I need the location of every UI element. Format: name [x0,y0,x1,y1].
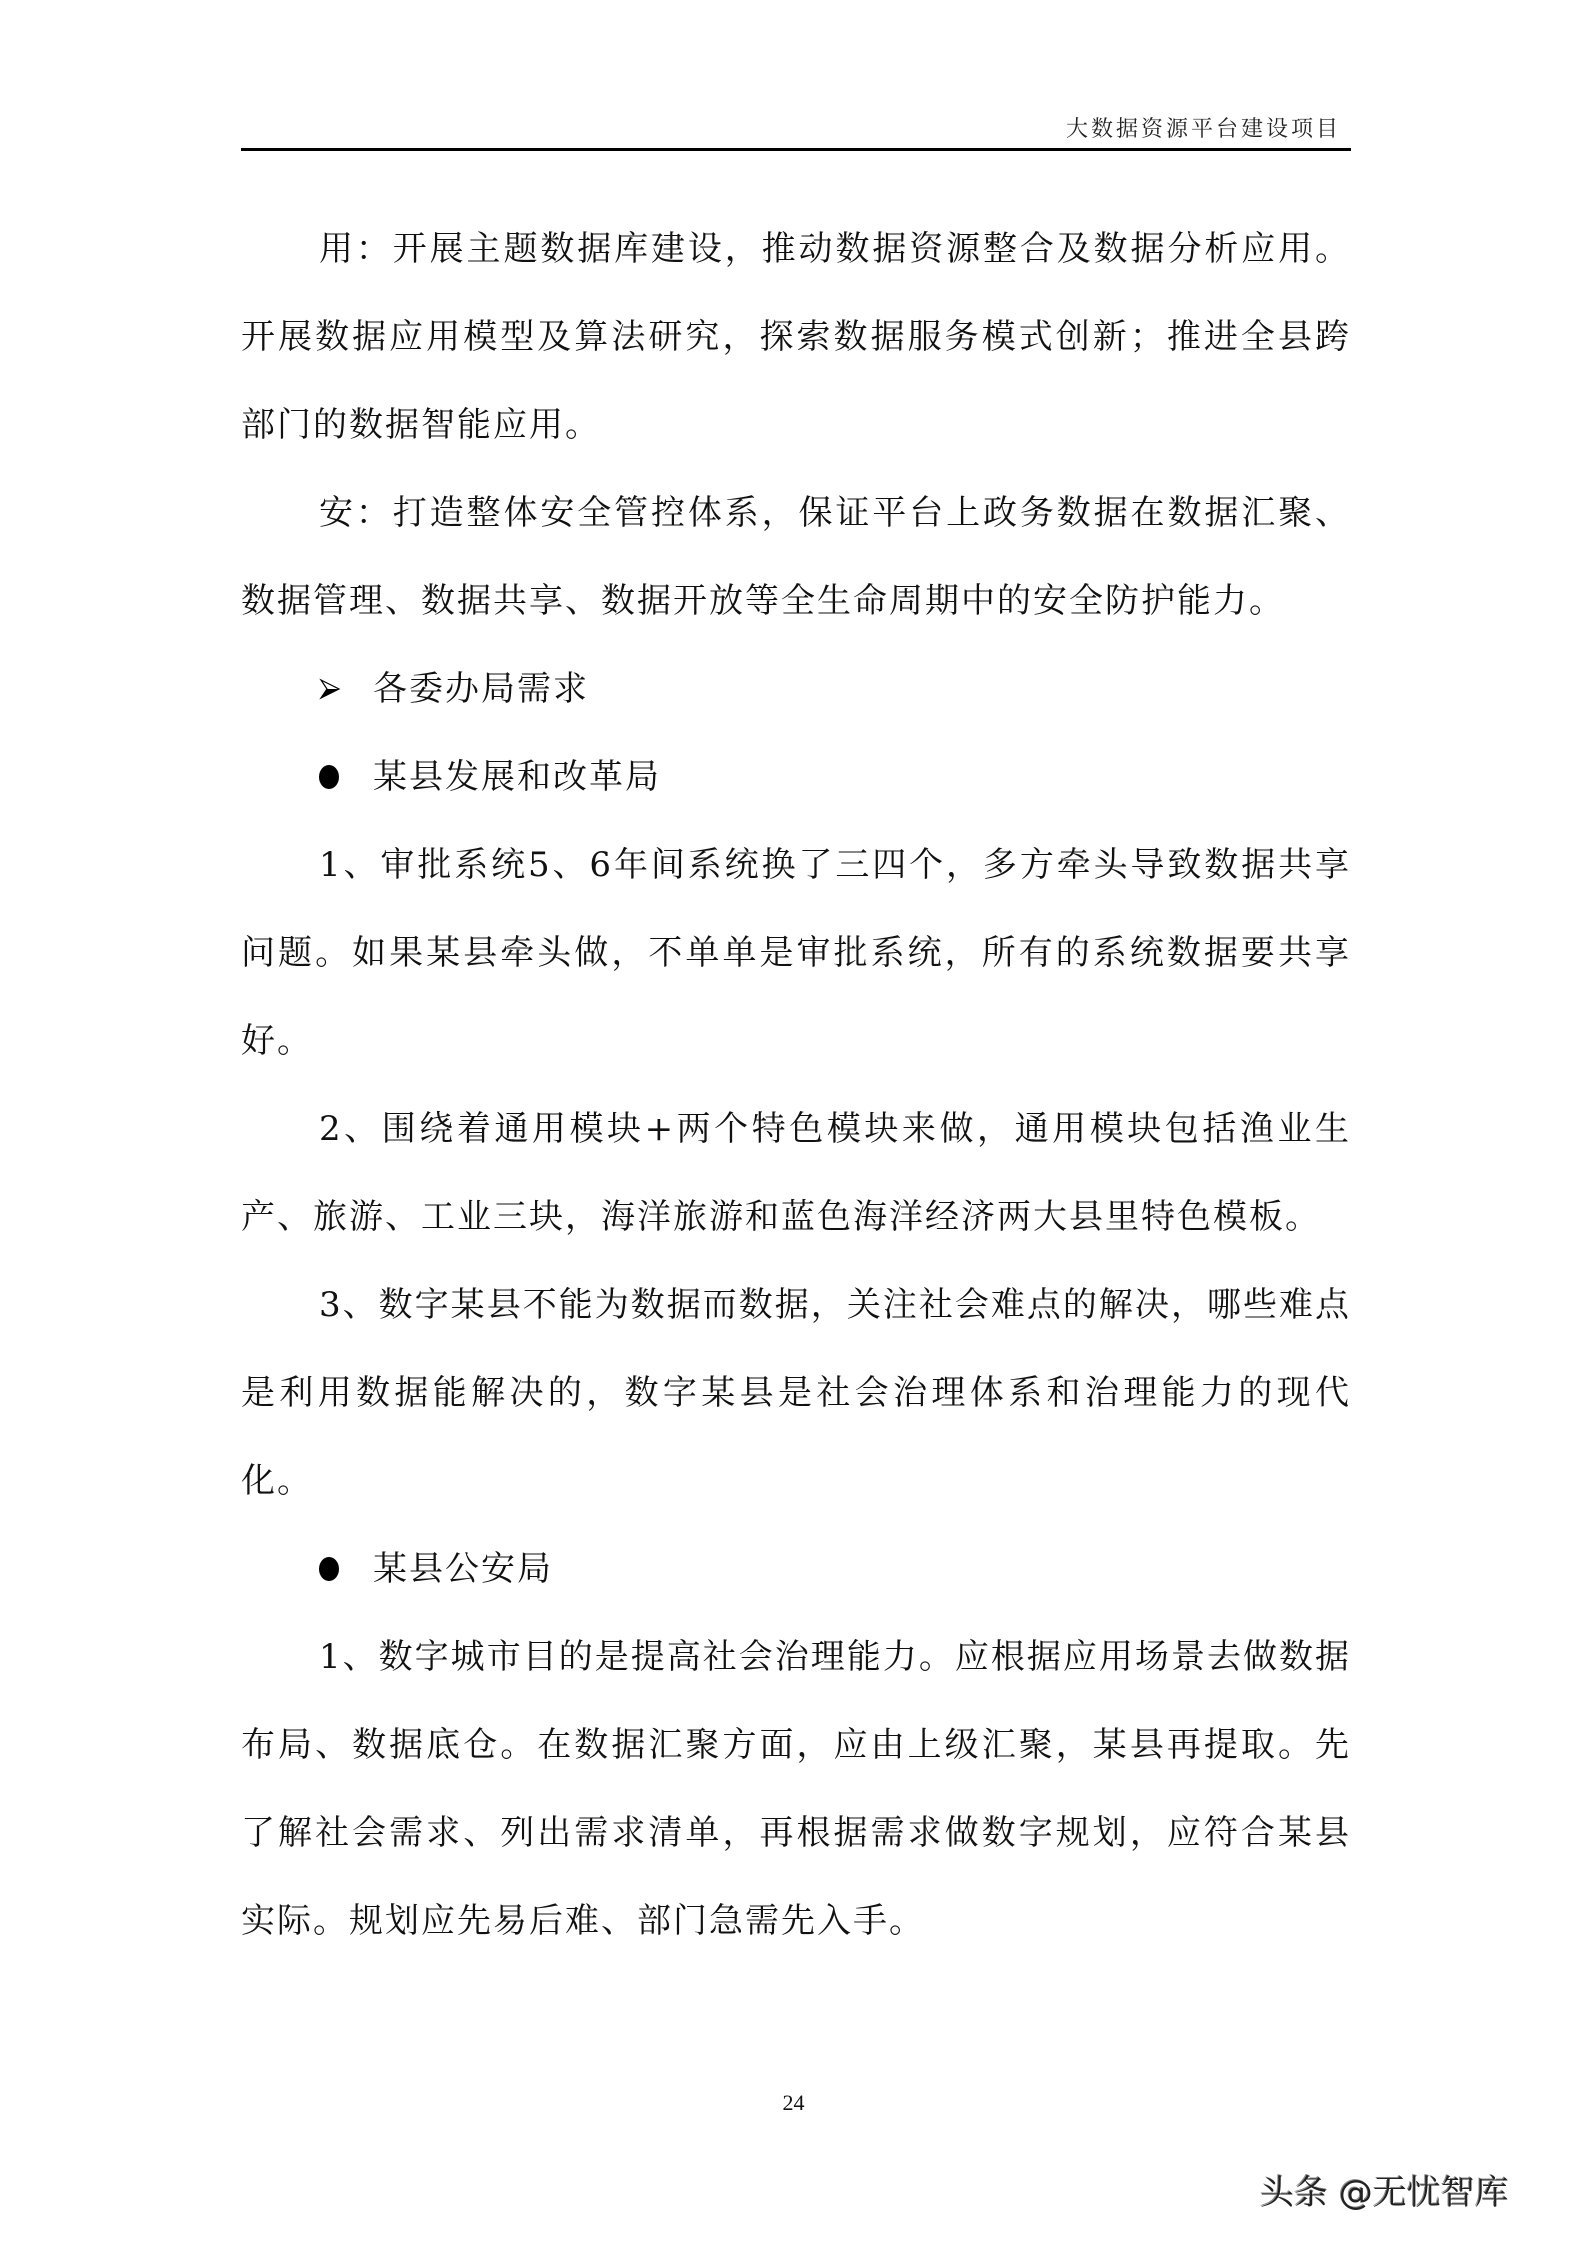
page-number: 24 [782,2090,805,2115]
list-item: 1、审批系统5、6年间系统换了三四个，多方牵头导致数据共享问题。如果某县牵头做，不单单是审批系统，所有的系统数据要共享好。 [241,845,1351,1061]
arrowhead-icon [319,678,373,700]
document-body [241,205,1351,1965]
filled-circle-icon [319,1557,339,1581]
filled-circle-icon [319,765,339,789]
department-bullet [241,733,1351,821]
section-heading [241,645,1351,733]
department-name: 某县发展和改革局 [373,757,661,797]
watermark: 头条 @无忧智库 [1260,2173,1509,2213]
list-item: 3、数字某县不能为数据而数据，关注社会难点的解决，哪些难点是利用数据能解决的，数字某县是社会治理体系和治理能力的现代化。 [241,1285,1351,1501]
header-title: 大数据资源平台建设项目 [1065,117,1341,142]
page-header [241,100,1351,151]
department-bullet [241,1525,1351,1613]
section-heading-text: 各委办局需求 [373,669,589,709]
paragraph-security: 安：打造整体安全管控体系，保证平台上政务数据在数据汇聚、数据管理、数据共享、数据开放等全生命周期中的安全防护能力。 [241,493,1351,621]
department-name: 某县公安局 [373,1549,553,1589]
list-item: 2、围绕着通用模块+两个特色模块来做，通用模块包括渔业生产、旅游、工业三块，海洋旅游和蓝色海洋经济两大县里特色模板。 [241,1109,1351,1237]
list-item: 1、数字城市目的是提高社会治理能力。应根据应用场景去做数据布局、数据底仓。在数据汇聚方面，应由上级汇聚，某县再提取。先了解社会需求、列出需求清单，再根据需求做数字规划，应符合某县实际。规划应先易后难、部门急需先入手。 [241,1637,1351,1941]
paragraph-use: 用：开展主题数据库建设，推动数据资源整合及数据分析应用。开展数据应用模型及算法研究，探索数据服务模式创新；推进全县跨部门的数据智能应用。 [241,229,1351,445]
